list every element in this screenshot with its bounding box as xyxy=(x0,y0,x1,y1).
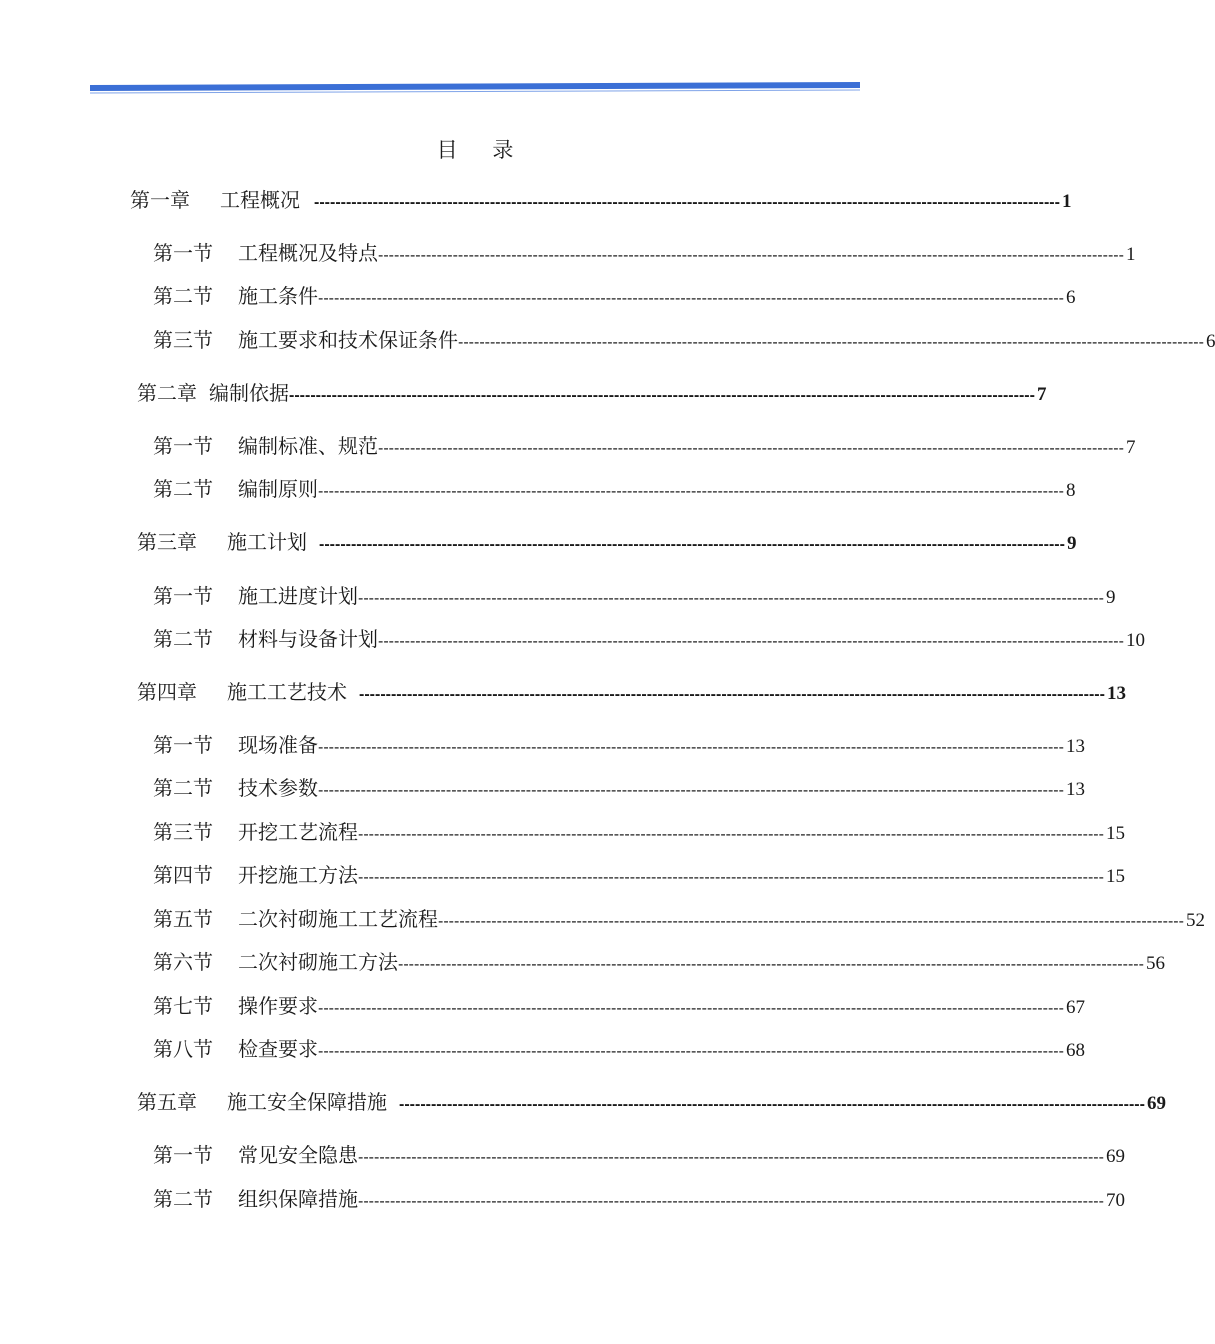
toc-entry-title: 组织保障措施 xyxy=(238,1187,358,1211)
toc-entry-label: 第二节 xyxy=(153,627,213,651)
toc-entry-label: 第一章 xyxy=(130,188,190,212)
toc-page-number: 52 xyxy=(1185,910,1205,931)
dot-leader: -------------------------------------------------------------------------------------------------------------------------------------------- xyxy=(378,633,1124,650)
toc-entry-title: 施工安全保障措施 xyxy=(227,1090,387,1114)
toc-section-entry[interactable] xyxy=(153,326,1215,354)
dot-leader: -------------------------------------------------------------------------------------------------------------------------------------------- xyxy=(318,782,1064,799)
toc-entry-title: 工程概况及特点 xyxy=(238,241,378,265)
toc-entry-title: 施工要求和技术保证条件 xyxy=(238,328,458,352)
toc-entry-label: 第四章 xyxy=(137,680,197,704)
toc-page-number: 69 xyxy=(1146,1093,1166,1114)
toc-page-number: 69 xyxy=(1105,1146,1125,1167)
toc-section-entry[interactable] xyxy=(153,861,1125,889)
toc-entry-title: 现场准备 xyxy=(238,733,318,757)
toc-page-number: 7 xyxy=(1125,437,1136,458)
dot-leader: -------------------------------------------------------------------------------------------------------------------------------------------- xyxy=(318,1043,1064,1060)
toc-section-entry[interactable] xyxy=(153,1141,1125,1169)
dot-leader: -------------------------------------------------------------------------------------------------------------------------------------------- xyxy=(289,387,1035,404)
toc-page-number: 67 xyxy=(1065,997,1085,1018)
toc-entry-label: 第三节 xyxy=(153,328,213,352)
toc-title: 目 录 xyxy=(436,138,528,162)
toc-entry-title: 工程概况 xyxy=(220,188,300,212)
toc-section-entry[interactable] xyxy=(153,625,1145,653)
toc-page-number: 1 xyxy=(1125,244,1136,265)
toc-section-entry[interactable] xyxy=(153,731,1085,759)
toc-entry-label: 第一节 xyxy=(153,584,213,608)
dot-leader: -------------------------------------------------------------------------------------------------------------------------------------------- xyxy=(358,590,1104,607)
toc-entry-title: 施工工艺技术 xyxy=(227,680,347,704)
toc-entry-title: 施工进度计划 xyxy=(238,584,358,608)
toc-section-entry[interactable] xyxy=(153,1185,1125,1213)
toc-section-entry[interactable] xyxy=(153,905,1205,933)
dot-leader: -------------------------------------------------------------------------------------------------------------------------------------------- xyxy=(358,1193,1104,1210)
dot-leader: -------------------------------------------------------------------------------------------------------------------------------------------- xyxy=(318,1000,1064,1017)
toc-entry-label: 第五章 xyxy=(137,1090,197,1114)
dot-leader: -------------------------------------------------------------------------------------------------------------------------------------------- xyxy=(358,826,1104,843)
dot-leader: -------------------------------------------------------------------------------------------------------------------------------------------- xyxy=(399,1096,1145,1113)
toc-page-number: 15 xyxy=(1105,866,1125,887)
toc-page-number: 9 xyxy=(1066,533,1077,554)
dot-leader: -------------------------------------------------------------------------------------------------------------------------------------------- xyxy=(378,247,1124,264)
toc-section-entry[interactable] xyxy=(153,239,1136,267)
toc-entry-label: 第一节 xyxy=(153,434,213,458)
dot-leader: -------------------------------------------------------------------------------------------------------------------------------------------- xyxy=(318,290,1064,307)
toc-entry-title: 操作要求 xyxy=(238,994,318,1018)
dot-leader: -------------------------------------------------------------------------------------------------------------------------------------------- xyxy=(358,1149,1104,1166)
toc-entry-label: 第八节 xyxy=(153,1037,213,1061)
dot-leader: -------------------------------------------------------------------------------------------------------------------------------------------- xyxy=(314,194,1060,211)
toc-entry-title: 二次衬砌施工工艺流程 xyxy=(238,907,438,931)
toc-chapter-entry[interactable] xyxy=(137,1088,1166,1116)
toc-entry-title: 开挖施工方法 xyxy=(238,863,358,887)
header-rule xyxy=(90,82,860,94)
toc-page-number: 13 xyxy=(1065,779,1085,800)
toc-entry-title: 编制原则 xyxy=(238,477,318,501)
toc-entry-title: 施工条件 xyxy=(238,284,318,308)
dot-leader: -------------------------------------------------------------------------------------------------------------------------------------------- xyxy=(398,956,1144,973)
toc-page-number: 8 xyxy=(1065,480,1076,501)
toc-page-number: 6 xyxy=(1065,287,1076,308)
toc-section-entry[interactable] xyxy=(153,475,1076,503)
toc-entry-label: 第二节 xyxy=(153,477,213,501)
dot-leader: -------------------------------------------------------------------------------------------------------------------------------------------- xyxy=(438,913,1184,930)
toc-page-number: 6 xyxy=(1205,331,1215,352)
toc-entry-label: 第二节 xyxy=(153,284,213,308)
toc-entry-title: 材料与设备计划 xyxy=(238,627,378,651)
toc-entry-label: 第四节 xyxy=(153,863,213,887)
toc-entry-label: 第三节 xyxy=(153,820,213,844)
toc-entry-title: 技术参数 xyxy=(238,776,318,800)
toc-entry-title: 常见安全隐患 xyxy=(238,1143,358,1167)
dot-leader: -------------------------------------------------------------------------------------------------------------------------------------------- xyxy=(358,869,1104,886)
toc-chapter-entry[interactable] xyxy=(130,186,1072,214)
toc-section-entry[interactable] xyxy=(153,818,1125,846)
toc-page-number: 70 xyxy=(1105,1190,1125,1211)
toc-page-number: 7 xyxy=(1036,384,1047,405)
toc-entry-label: 第五节 xyxy=(153,907,213,931)
toc-page-number: 13 xyxy=(1106,683,1126,704)
toc-section-entry[interactable] xyxy=(153,992,1085,1020)
toc-page-number: 13 xyxy=(1065,736,1085,757)
toc-entry-label: 第一节 xyxy=(153,241,213,265)
toc-page-number: 56 xyxy=(1145,953,1165,974)
toc-entry-label: 第二节 xyxy=(153,1187,213,1211)
toc-entry-title: 编制标准、规范 xyxy=(238,434,378,458)
toc-entry-title: 编制依据 xyxy=(209,381,289,405)
dot-leader: -------------------------------------------------------------------------------------------------------------------------------------------- xyxy=(458,334,1204,351)
toc-entry-label: 第一节 xyxy=(153,1143,213,1167)
toc-section-entry[interactable] xyxy=(153,948,1165,976)
toc-entry-title: 检查要求 xyxy=(238,1037,318,1061)
toc-entry-label: 第二章 xyxy=(137,381,197,405)
dot-leader: -------------------------------------------------------------------------------------------------------------------------------------------- xyxy=(318,483,1064,500)
toc-chapter-entry[interactable] xyxy=(137,379,1047,407)
toc-section-entry[interactable] xyxy=(153,774,1085,802)
toc-entry-label: 第三章 xyxy=(137,530,197,554)
toc-entry-label: 第七节 xyxy=(153,994,213,1018)
toc-entry-title: 开挖工艺流程 xyxy=(238,820,358,844)
toc-entry-title: 施工计划 xyxy=(227,530,307,554)
toc-section-entry[interactable] xyxy=(153,282,1076,310)
toc-entry-label: 第一节 xyxy=(153,733,213,757)
toc-section-entry[interactable] xyxy=(153,432,1136,460)
toc-page-number: 10 xyxy=(1125,630,1145,651)
toc-page-number: 68 xyxy=(1065,1040,1085,1061)
toc-entry-label: 第二节 xyxy=(153,776,213,800)
dot-leader: -------------------------------------------------------------------------------------------------------------------------------------------- xyxy=(378,440,1124,457)
toc-chapter-entry[interactable] xyxy=(137,528,1077,556)
dot-leader: -------------------------------------------------------------------------------------------------------------------------------------------- xyxy=(359,686,1105,703)
toc-page-number: 1 xyxy=(1061,191,1072,212)
toc-section-entry[interactable] xyxy=(153,1035,1085,1063)
toc-page-number: 15 xyxy=(1105,823,1125,844)
dot-leader: -------------------------------------------------------------------------------------------------------------------------------------------- xyxy=(318,739,1064,756)
toc-entry-title: 二次衬砌施工方法 xyxy=(238,950,398,974)
toc-section-entry[interactable] xyxy=(153,582,1116,610)
toc-chapter-entry[interactable] xyxy=(137,678,1126,706)
toc-entry-label: 第六节 xyxy=(153,950,213,974)
dot-leader: -------------------------------------------------------------------------------------------------------------------------------------------- xyxy=(319,536,1065,553)
toc-page-number: 9 xyxy=(1105,587,1116,608)
